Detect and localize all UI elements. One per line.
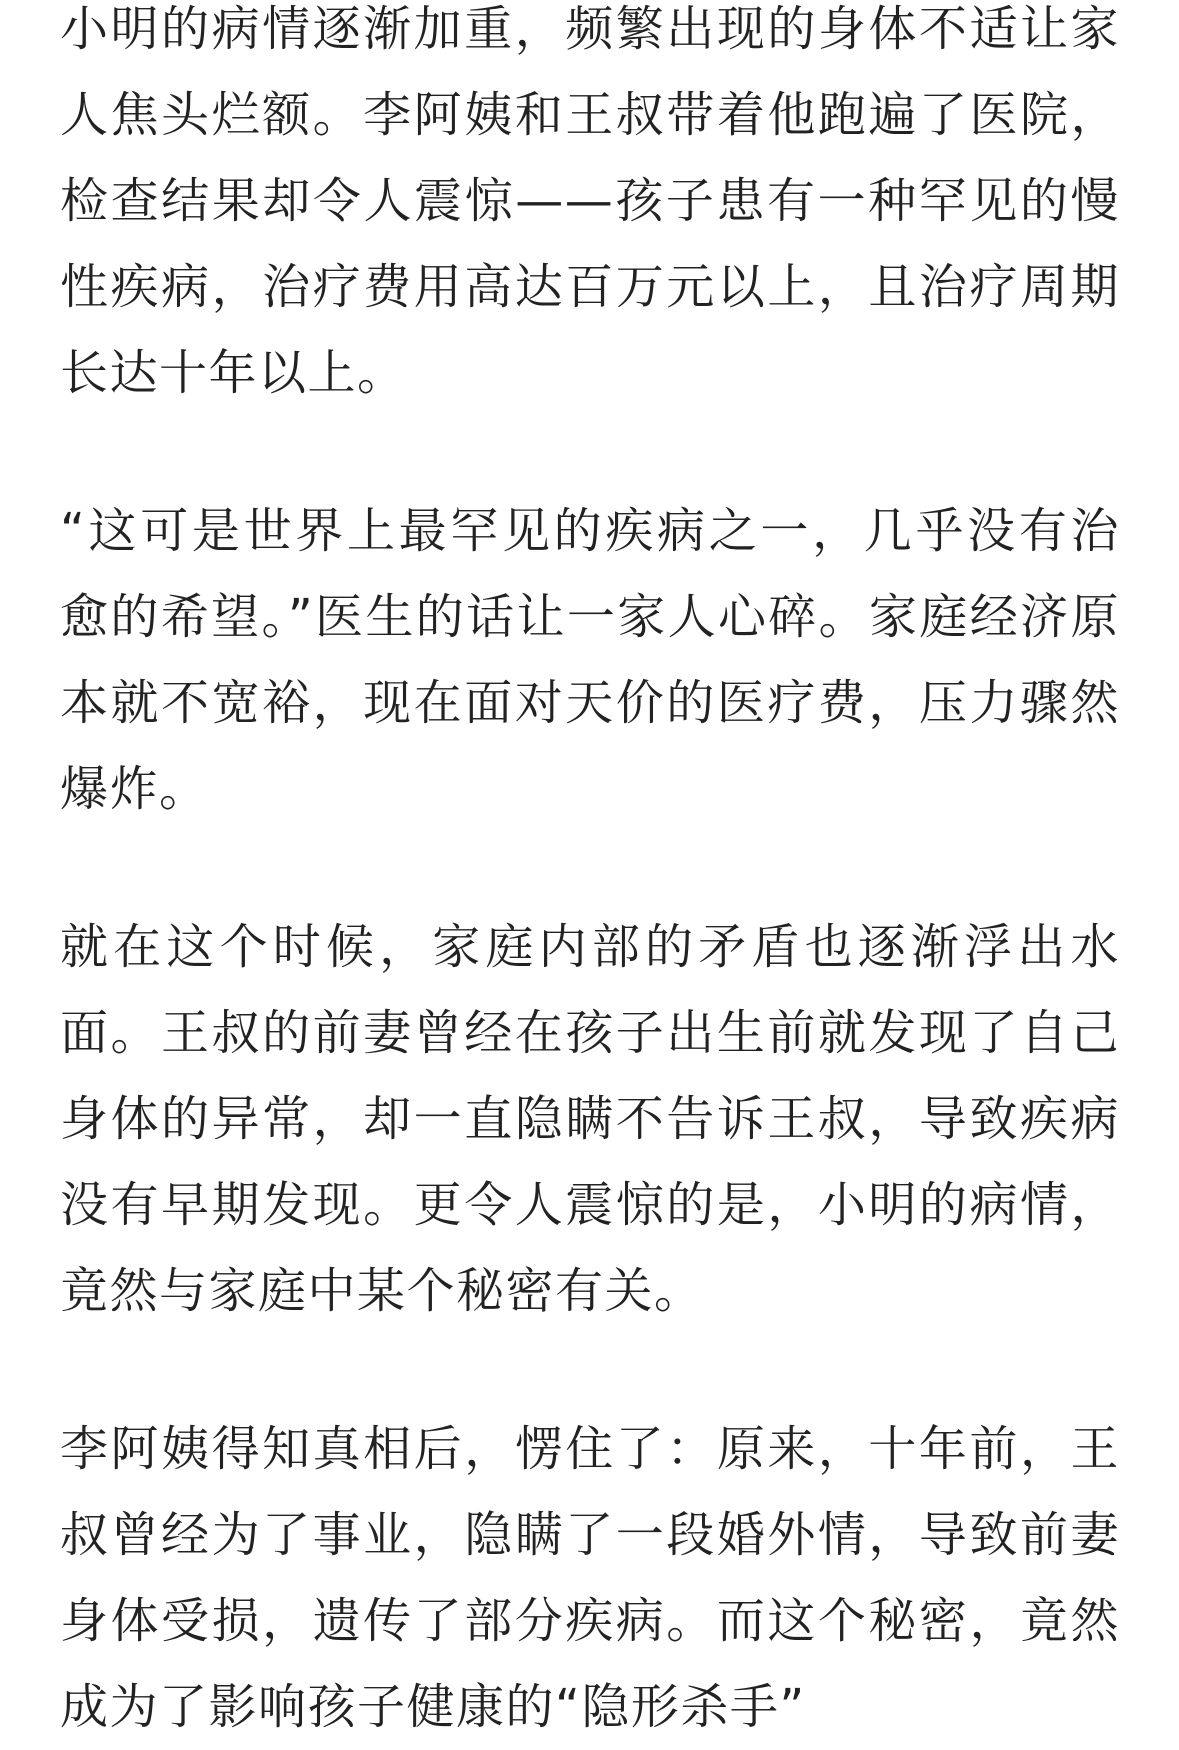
paragraph-1: 小明的病情逐渐加重，频繁出现的身体不适让家人焦头烂额。李阿姨和王叔带着他跑遍了医院，检查结果却令人震惊——孩子患有一种罕见的慢性疾病，治疗费用高达百万元以上，且治疗周期长达十年以上。 bbox=[60, 1, 1120, 401]
paragraph-2: “这可是世界上最罕见的疾病之一，几乎没有治愈的希望。”医生的话让一家人心碎。家庭经济原本就不宽裕，现在面对天价的医疗费，压力骤然爆炸。 bbox=[60, 503, 1120, 817]
paragraph-4: 李阿姨得知真相后，愣住了：原来，十年前，王叔曾经为了事业，隐瞒了一段婚外情，导致前妻身体受损，遗传了部分疾病。而这个秘密，竟然成为了影响孩子健康的“隐形杀手” bbox=[60, 1421, 1120, 1735]
article-body bbox=[60, 0, 1120, 1750]
paragraph-3: 就在这个时候，家庭内部的矛盾也逐渐浮出水面。王叔的前妻曾经在孩子出生前就发现了自己身体的异常，却一直隐瞒不告诉王叔，导致疾病没有早期发现。更令人震惊的是，小明的病情，竟然与家庭中某个秘密有关。 bbox=[60, 919, 1120, 1319]
